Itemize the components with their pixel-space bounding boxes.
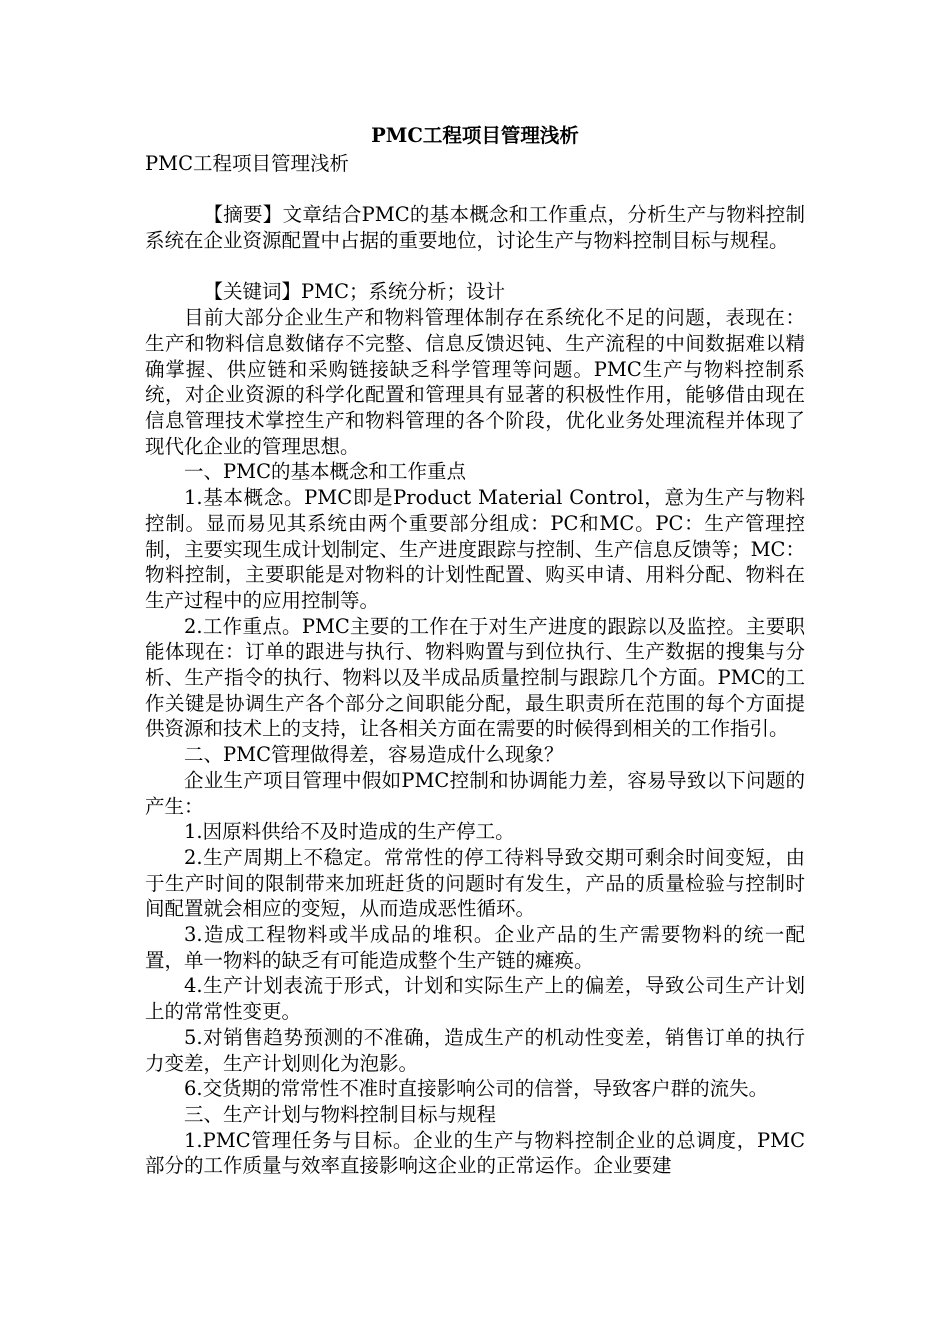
list-item: 5.对销售趋势预测的不准确，造成生产的机动性变差，销售订单的执行力变差，生产计划则化为泡影。 <box>145 1025 805 1075</box>
document-page <box>145 121 805 1179</box>
body-paragraph: 企业生产项目管理中假如PMC控制和协调能力差，容易导致以下问题的产生： <box>145 768 805 818</box>
body-paragraph: 1.基本概念。PMC即是Product Material Control，意为生产与物料控制。显而易见其系统由两个重要部分组成：PC和MC。PC：生产管理控制，主要实现生成计划制定、生产进度跟踪与控制、生产信息反馈等；MC：物料控制，主要职能是对物料的计划性配置、购买申请、用料分配、物料在生产过程中的应用控制等。 <box>145 486 805 612</box>
body-paragraph: 1.PMC管理任务与目标。企业的生产与物料控制企业的总调度，PMC部分的工作质量与效率直接影响这企业的正常运作。企业要建 <box>145 1128 805 1178</box>
keywords-paragraph: 【关键词】PMC；系统分析；设计 <box>203 280 506 304</box>
section-heading: 三、生产计划与物料控制目标与规程 <box>184 1102 497 1126</box>
abstract-paragraph: 【摘要】文章结合PMC的基本概念和工作重点，分析生产与物料控制系统在企业资源配置中占据的重要地位，讨论生产与物料控制目标与规程。 <box>145 203 805 253</box>
section-heading: 二、PMC管理做得差，容易造成什么现象？ <box>184 743 564 767</box>
body-paragraph: 目前大部分企业生产和物料管理体制存在系统化不足的问题，表现在：生产和物料信息数储存不完整、信息反馈迟钝、生产流程的中间数据难以精确掌握、供应链和采购链接缺乏科学管理等问题。PMC生产与物料控制系统，对企业资源的科学化配置和管理具有显著的积极性作用，能够借由现在信息管理技术掌控生产和物料管理的各个阶段，优化业务处理流程并体现了现代化企业的管理思想。 <box>145 306 805 458</box>
section-heading: 一、PMC的基本概念和工作重点 <box>184 460 467 484</box>
list-item: 1.因原料供给不及时造成的生产停工。 <box>184 820 515 844</box>
list-item: 4.生产计划表流于形式，计划和实际生产上的偏差，导致公司生产计划上的常常性变更。 <box>145 974 805 1024</box>
body-paragraph: 2.工作重点。PMC主要的工作在于对生产进度的跟踪以及监控。主要职能体现在：订单的跟进与执行、物料购置与到位执行、生产数据的搜集与分析、生产指令的执行、物料以及半成品质量控制与跟踪几个方面。PMC的工作关键是协调生产各个部分之间职能分配，最生职责所在范围的每个方面提供资源和技术上的支持，让各相关方面在需要的时候得到相关的工作指引。 <box>145 614 805 741</box>
list-item: 6.交货期的常常性不准时直接影响公司的信誉，导致客户群的流失。 <box>184 1077 769 1101</box>
document-subtitle: PMC工程项目管理浅析 <box>145 152 350 175</box>
document-title: PMC工程项目管理浅析 <box>371 124 579 147</box>
list-item: 3.造成工程物料或半成品的堆积。企业产品的生产需要物料的统一配置，单一物料的缺乏有可能造成整个生产链的瘫痪。 <box>145 923 805 972</box>
list-item: 2.生产周期上不稳定。常常性的停工待料导致交期可剩余时间变短，由于生产时间的限制带来加班赶货的问题时有发生，产品的质量检验与控制时间配置就会相应的变短，从而造成恶性循环。 <box>145 845 805 921</box>
